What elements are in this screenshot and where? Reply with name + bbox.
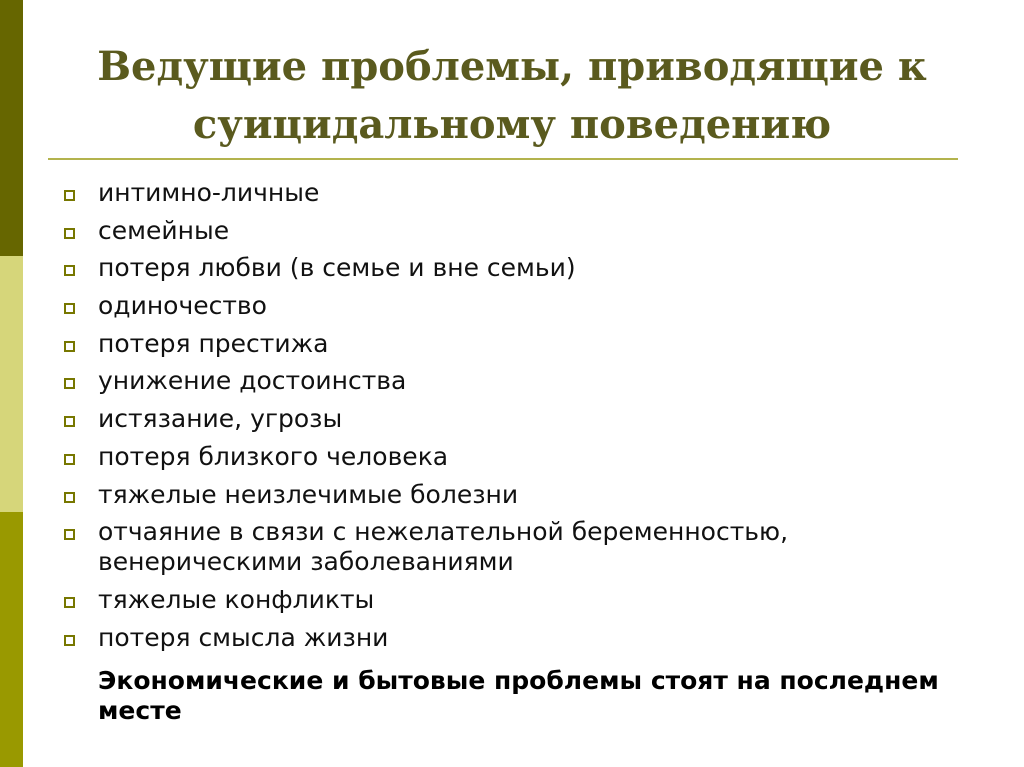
list-item: [64, 291, 964, 321]
list-item-text: унижение достоинства: [98, 366, 407, 396]
list-item-text: интимно-личные: [98, 178, 320, 207]
list-item-text: тяжелые неизлечимые болезни: [98, 479, 519, 509]
slide-title: Ведущие проблемы, приводящие к суицидальному поведению: [97, 43, 927, 148]
list-item: [64, 366, 964, 396]
list-item: [64, 216, 964, 246]
list-item: [64, 253, 964, 283]
list-item: [64, 585, 964, 615]
square-bullet-icon: [64, 190, 75, 201]
square-bullet-icon: [64, 378, 75, 389]
list-item-text: потеря близкого человека: [98, 441, 449, 471]
square-bullet-icon: [64, 597, 75, 608]
problem-list: [64, 178, 964, 660]
list-item: [64, 178, 964, 208]
side-bar-middle-segment: [0, 256, 23, 512]
square-bullet-icon: [64, 529, 75, 540]
list-item: [64, 480, 964, 510]
title-divider: [48, 158, 958, 160]
list-item: [64, 623, 964, 653]
list-item-text: потеря любви (в семье и вне семьи): [98, 253, 576, 283]
list-item-text: потеря престижа: [98, 328, 329, 358]
list-item: [64, 404, 964, 434]
list-item: [64, 517, 964, 577]
list-item: [64, 442, 964, 472]
list-item-text: истязание, угрозы: [98, 404, 343, 434]
list-item-text: одиночество: [98, 291, 267, 321]
square-bullet-icon: [64, 416, 75, 427]
list-item-text: отчаяние в связи с нежелательной беременностью, венерическими заболеваниями: [98, 517, 789, 577]
list-item-text: семейные: [98, 215, 230, 245]
side-bar-top-segment: [0, 0, 23, 256]
square-bullet-icon: [64, 454, 75, 465]
side-bar-bottom-segment: [0, 512, 23, 767]
square-bullet-icon: [64, 265, 75, 276]
side-color-bar: [0, 0, 23, 767]
square-bullet-icon: [64, 303, 75, 314]
square-bullet-icon: [64, 341, 75, 352]
square-bullet-icon: [64, 635, 75, 646]
summary-note: Экономические и бытовые проблемы стоят на последнем месте: [98, 666, 939, 725]
list-item: [64, 329, 964, 359]
square-bullet-icon: [64, 492, 75, 503]
list-item-text: потеря смысла жизни: [98, 622, 389, 652]
list-item-text: тяжелые конфликты: [98, 584, 375, 614]
square-bullet-icon: [64, 228, 75, 239]
